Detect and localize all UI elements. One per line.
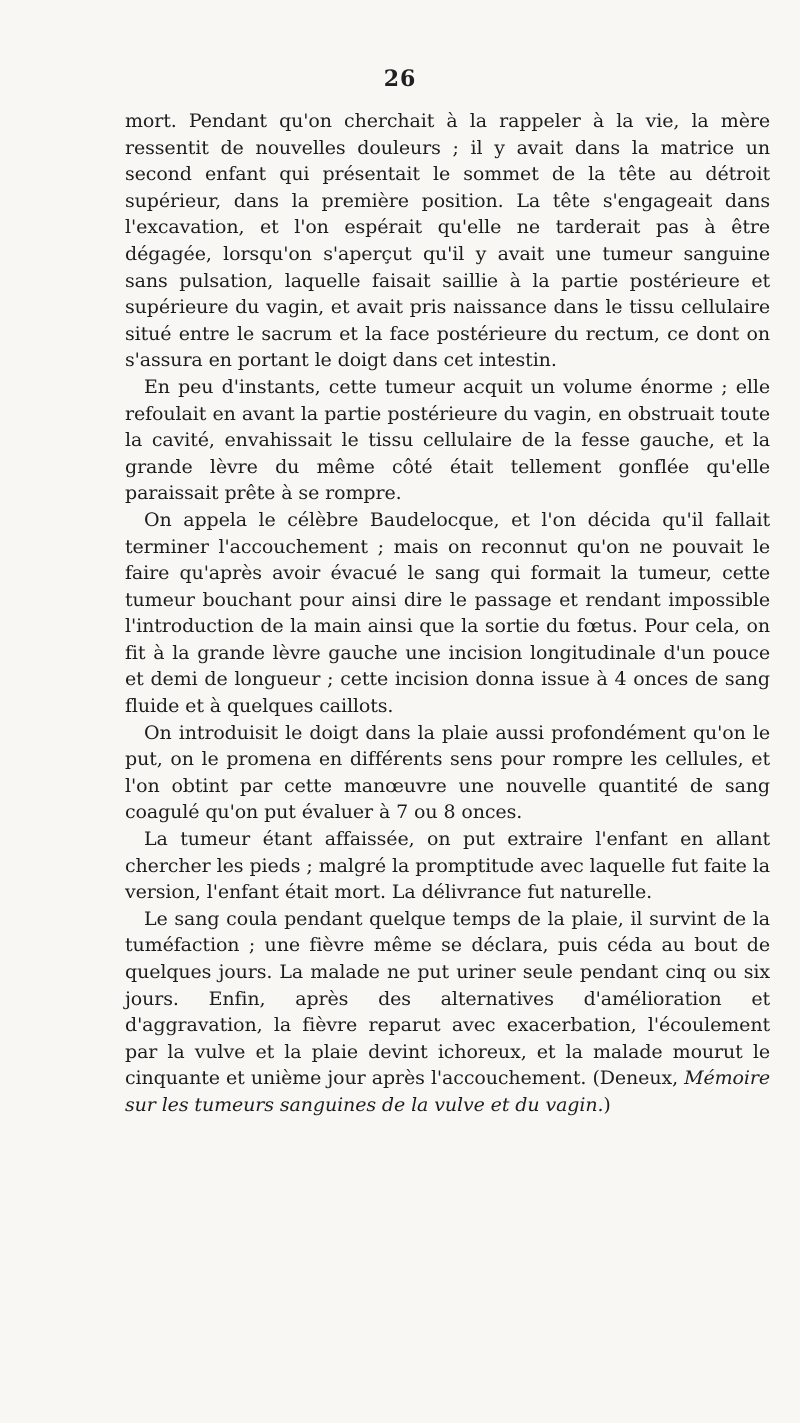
citation-title: Mémoire sur les tumeurs sanguines de la vulve et du vagin. [125,1067,770,1116]
paragraph-5: La tumeur étant affaissée, on put extraire l'enfant en allant chercher les pieds ; malgré la promptitude avec laquelle fut faite la version, l'enfant était mort. La délivrance fut naturelle. [125,828,770,904]
citation-close: ) [603,1093,611,1116]
paragraph-6-text: Le sang coula pendant quelque temps de la plaie, il survint de la tuméfaction ; une fièvre même se déclara, puis céda au bout de quelques jours. La malade ne put uriner seule pendant cinq ou six jours. Enfin, après des alternatives d'amélioration et d'aggravation, la fièvre reparut avec exacerbation, l'écoulement par la vulve et la plaie devint ichoreux, et la malade mourut le cinquante et unième jour après l'accouchement. (Deneux, [125,907,770,1090]
page-number: 26 [383,66,417,92]
paragraph-4: On introduisit le doigt dans la plaie aussi profondément qu'on le put, on le promena en différents sens pour rompre les cellules, et l'on obtint par cette manœuvre une nouvelle quantité de sang coagulé qu'on put évaluer à 7 ou 8 onces. [125,721,770,824]
paragraph-2: En peu d'instants, cette tumeur acquit un volume énorme ; elle refoulait en avant la partie postérieure du vagin, en obstruait toute la cavité, envahissait le tissu cellulaire de la fesse gauche, et la grande lèvre du même côté était tellement gonflée qu'elle paraissait prête à se rompre. [125,375,770,505]
paragraph-6 [125,906,770,1119]
body-text [125,108,770,1119]
paragraph-3: On appela le célèbre Baudelocque, et l'on décida qu'il fallait terminer l'accouchement ; mais on reconnut qu'on ne pouvait le faire qu'après avoir évacué le sang qui formait la tumeur, cette tumeur bouchant pour ainsi dire le passage et rendant impossible l'introduction de la main ainsi que la sortie du fœtus. Pour cela, on fit à la grande lèvre gauche une incision longitudinale d'un pouce et demi de longueur ; cette incision donna issue à 4 onces de sang fluide et à quelques caillots. [125,508,770,718]
paragraph-1: mort. Pendant qu'on cherchait à la rappeler à la vie, la mère ressentit de nouvelles douleurs ; il y avait dans la matrice un second enfant qui présentait le sommet de la tête au détroit supérieur, dans la première position. La tête s'engageait dans l'excavation, et l'on espérait qu'elle ne tarderait pas à être dégagée, lorsqu'on s'aperçut qu'il y avait une tumeur sanguine sans pulsation, laquelle faisait saillie à la partie postérieure et supérieure du vagin, et avait pris naissance dans le tissu cellulaire situé entre le sacrum et la face postérieure du rectum, ce dont on s'assura en portant le doigt dans cet intestin. [125,110,770,372]
